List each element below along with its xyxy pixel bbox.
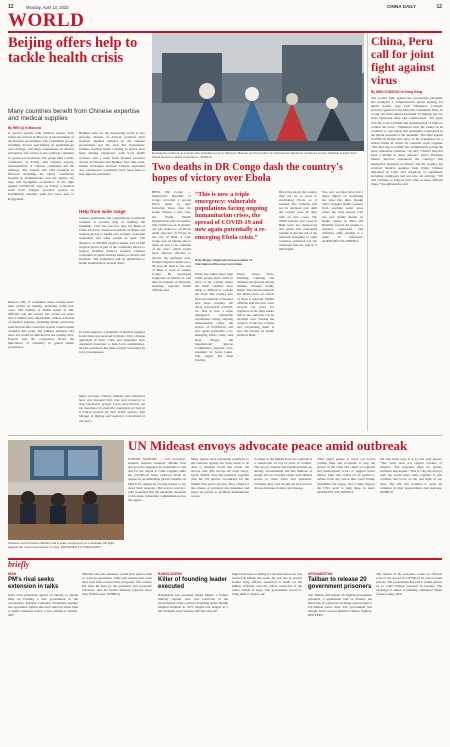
drc-body-col-1: BENI, DR Congo — Democratic Republic of Congo recorded a second Ebola death in days following more than six weeks without a new case, the World Health Organization said on Sunday. The victim was an 11-month-old girl linked to an Ebola death reported on Friday in the city of Beni, it said. Congo was on Sunday due to mark an end to an outbreak of the virus, which would have allowed officials to declare the epidemic over. Friday's reported death was a 26-year-old man in the east of Beni, a town in eastern Congo. He developed symptoms on March 27, and died in hospital on Thursday morning, regional health officials said. xyxy=(152,190,191,293)
peru-photo-caption: Chinese and Peruvian officials hold a video conference to coordinate the fight against the novel coronavirus in Lima. PROVIDED TO CHINA DAILY xyxy=(8,541,114,549)
briefly-rule xyxy=(8,558,442,560)
masthead-logo: CHINA DAILY xyxy=(386,4,416,9)
peru-conference-photo xyxy=(8,440,124,540)
peru-headline: China, Peru call for joint fight against virus xyxy=(371,34,435,87)
beijing-body-col-2d: Many overseas Chinese students and volunteers have also donated their time and resources to help vulnerable groups. Local governments say the donations of protective equipment arrived at a critical moment for their health systems. Pan Mengqi in Beijing and agencies contributed to this story. xyxy=(79,394,145,423)
beijing-body-col-2c: In Latin America, a shipment of medical supplies from China was received in Mexico City. Chinese diplomats in Peru, Chile and Argentina have organized donations to help local communities, and the assistance has been warmly welcomed by local governments. xyxy=(79,330,145,355)
beijing-body-col-2: Beijing's help for the developing world is also growing. Dozens of African countries have received supplies donated by the Chinese government and the Jack Ma Foundation. Chinese medical teams working in Africa have been sharing experience with local health workers, and a team from Sichuan province arrived in Ethiopia and Burkina Faso this week. Online exchanges between Chinese specialists and counterparts worldwide have been held to help fight the pandemic. xyxy=(79,131,145,176)
photo-illustration xyxy=(152,33,364,151)
brief-body-2: Bangladesh has executed Abdul Majed, a former military captain, who was convicted of the assassination of the country's founding leader Sheikh Mujibur Rahman in 1975. Majed was hanged at a jail in Dhaka early Sunday, officials said. AP xyxy=(158,593,228,614)
page-number-right: 12 xyxy=(436,4,442,10)
brief-headline-1: PM's rival seeks extension in talks xyxy=(8,577,59,590)
un-body-col-4: Their urged parties to reach out across conflict lines and cooperate to stop the spread of the virus and called on regional and international actors to support peace efforts. They also called on all parties to refrain from any action that could further destabilize the region, and to fully support the UN's work to help those in need. AGENCIES VIA XINHUA xyxy=(317,457,375,494)
section-title: WORLD xyxy=(8,10,85,31)
un-headline: UN Mideast envoys advocate peace amid outbreak xyxy=(128,438,408,453)
drc-body-col-5: Two new vaccines have had a major impact on containing the virus this time, though critics stopped health workers from reaching some areas where the virus spread. Late last year deadly attacks on health centers in Beni and Butembo forced aid groups to suspend operations and withdraw staff, leading to a spike in infections. AGENCIES VIA XINHUA xyxy=(322,190,363,244)
brief-headline-3: Taliban to release 20 government prisoners xyxy=(308,577,372,590)
brief-body-1b: Officials said the extension would give parties time to reach an agreement. Talks will resume next week after both sides reviewed the proposals. The country has been hit hard by the pandemic and economic sanctions, and the health ministry reported more than 70,000 cases. XINHUA xyxy=(82,572,152,597)
beijing-body-col-1b: Russia's tally of confirmed cases reached more than 13,500 on Sunday, including 2,186 new cases. The number of deaths stands at 106. Officials said the country has carried out more than 1 million tests. Meanwhile, China's donation of medical supplies, including masks, protective suits and test kits, arrived in several Central Asian countries this week. The Chinese embassy said more aid would be delivered in the coming days. Experts said the cooperation shows the importance of solidarity in global health governance. xyxy=(8,300,74,350)
brief-body-3: The Taliban will release 20 Afghan government prisoners, a spokesman said on Sunday, the latest step in a prisoner exchange agreed under a US-Taliban peace deal. The government had already freed several hundred Taliban fighters. REUTERS xyxy=(308,593,372,618)
beijing-subhead: Help from wide range xyxy=(79,209,126,214)
moscow-photo-caption: Emergency workers at a temporary hospital set up in Moscow, Russia, as the number of coronavirus infections continues to rise. Medical experts from China arrived to share experience. XINHUA xyxy=(152,151,357,159)
brief-headline-2: Killer of founding leader executed xyxy=(158,577,228,590)
moscow-hospital-photo xyxy=(152,33,364,151)
peru-byline: By WEN ZONGDUO in Hong Kong xyxy=(371,90,423,94)
drc-body-col-2: Ebola has killed more than 2,260 people since 2018 in areas of the country where the tribal conflicts have made it difficult to contain the virus. The country also faces an outbreak of measles and, more recently, the novel coronavirus COVID-19. This is now a triple emergency: vulnerable populations facing ongoing humanitarian crises, the spread of COVID-19 and now again potentially a re-emerging Ebola crisis, said Kate Moger, the International Rescue Committee's regional vice-president for Great Lakes. The region has been bracing. xyxy=(195,272,233,362)
brief-body-3b: The release of the prisoners comes as officials warn of the spread of COVID-19 in overcrowded prisons. The government has said it would release up to 1,500 Taliban prisoners in batches. The exchange is aimed at building confidence ahead of peace talks. AFP xyxy=(376,572,442,597)
beijing-headline: Beijing offers help to tackle health crisis xyxy=(8,35,138,66)
un-body-col-2: Many parties have responded positively to the Guterres appeal, but more needs to be done to translate words into action, the envoys said. The envoys are from Libya, Syria, Yemen, Iraq and Lebanon, together with the UN special coordinator for the Middle East peace process. They called for the release of prisoners and detainees and urged all parties to facilitate humanitarian access. xyxy=(191,457,249,498)
drc-body-col-3: Ebola causes fever, bleeding, vomiting and diarrhea and spreads among humans through bodily fluids. The current outbreak has killed about two thirds of those it infected. Health officials said the new cases showed the need for vigilance in the final weeks before the outbreak can be declared over. Tracing the contacts of the two victims and vaccinating them is now the priority for health teams in Beni. xyxy=(237,272,274,338)
drc-body-col-4: But it has shown the country may not be as close to eradicating Ebola as it seemed. The outbreak will not be declared over until the country goes 42 days with no new cases. The WHO said the new cases in Beni were not unexpected and teams had responded rapidly. It said the risk of the outbreak spreading to other countries remained low but cautioned that the region is still fragile. xyxy=(279,190,317,252)
brief-kicker-2: BANGLADESH xyxy=(158,572,182,576)
brief-body-2b: Majed had been in hiding for decades before he was arrested in Dhaka last week. He was one of several former army officers sentenced to death for the killing. Officials said the others convicted of the crime remain at large. The government vowed to bring them to justice. AP xyxy=(232,572,302,597)
un-body-col-3: To many in the Middle East, the outbreak is a catastrophe on top of years of conflict. The envoys warned that health systems are already overwhelmed and that millions of people live in crowded camps with limited access to clean water and sanitation. Civilians, they said, should not be forced to choose between violence and disease. xyxy=(254,457,312,490)
peru-body: The world's fight against the coronavirus pandemic has prompted a comprehensive global strategy for public health, says Luis Villanueva Carbajal, secretary-general of the Peruvian Communist Party. In a long call with Chinese President Xi Jinping, the two sides expressed unity and collaboration. “We agree with the correct attitude and determination of China to combat the virus,” Villanueva said. He called on all countries to join hands and strengthen cooperation in the global response to the pandemic. The fight against COVID-19 should also serve as the foundation for a shared future in which all countries work together. “The first step is to fulfil our commitments to help the most vulnerable countries,” he said. “China's help has been a lifeline to many nations.” Peru's President Martin Vizcarra announced the country's first emergency measures in March, and the country has received medical supplies from China. Chinese diplomats in Lima said donations of equipment, including ventilators and test kits, are arriving. “We will continue to support each other in these difficult times,” the ambassador said. xyxy=(371,96,443,186)
column-divider xyxy=(367,33,368,431)
beijing-byline: By REN QI in Moscow xyxy=(8,126,42,130)
drc-headline: Two deaths in DR Congo dash the country's hopes of victory over Ebola xyxy=(152,162,343,184)
drc-pull-quote: “This is now a triple emergency: vulnerable populations facing ongoing humanitarian crises, the spread of COVID-19 and now again potentially a re-emerging Ebola crisis.” xyxy=(195,191,268,241)
beijing-deck: Many countries benefit from Chinese expertise and medical supplies xyxy=(8,108,140,123)
conference-illustration xyxy=(8,440,124,540)
beijing-body-col-1: A special session with medical experts from China has arrived in Moscow at the invitation of the Russian government. The 10-member group, including doctors specializing in epidemiology and virology, will share experiences on disease prevention and control as the outbreak continues to spread across Russia. The group held a video conference on Friday with Chinese experts, representatives of Chinese companies and the embassy. The experts will visit hospitals in Moscow, including the newly constructed hospital in Kommunarka, and the experts say they will strengthen cooperation in the fight against COVID-19. Also on Friday a medical team from Jiangsu province arrived in Kazakhstan. Another team has been sent to Kyrgyzstan. xyxy=(8,131,74,201)
brief-body-1: Iran's rival politicians agreed on Sunday to extend talks on forming a new government as the coronavirus outbreak continues. Parliament speaker and opposition figures met and called for more time to build consensus before a new cabinet is formed. AFP xyxy=(8,593,78,618)
briefly-label: briefly xyxy=(8,560,30,569)
beijing-body-col-2b: Chinese individuals and organizations worldwide continue to provide help in fighting the pandemic. Over the past few days the Bank of China USA has donated thousands of masks and surgical gloves to health care workers, front-line responders and other people in need. The donation of 250,000 surgical masks and 12,000 surgical gloves is part of the continuing efforts to support frontline medical workers. Chinese companies in Japan donated masks to schools and hospitals. The equipment will be distributed to health institutions in several cities. xyxy=(79,216,145,266)
issue-date: Monday, April 13, 2020 xyxy=(26,4,69,10)
page-number: 12 xyxy=(8,4,14,10)
un-body-col-5: We said these days it is not the only lesson: “The virus does not respect borders or religion. The response must be global, inclusive and urgent.” This is why, the envoys said, the world must come together to end conflicts and focus on the real fight of our lives. The UN will continue to assist all countries in their preparedness and response. XINHUA xyxy=(380,457,442,494)
story-divider xyxy=(8,435,442,436)
brief-kicker-3: AFGHANISTAN xyxy=(308,572,333,576)
un-body-col-1: UNITED NATIONS — UN Secretary-General Antonio Guterres' Middle East envoys have appealed for hostilities to end and for the region to come together amid the COVID-19 crisis. Guterres made an appeal for an immediate global ceasefire on March 23, urging all warring parties to lay down their weapons. The envoys said in a joint statement that the pandemic threatens to devastate vulnerable communities across the region. xyxy=(128,457,186,502)
brief-kicker-1: IRAN xyxy=(8,572,17,576)
drc-quote-attribution: Kate Moger, Regional vice-president of International Rescue Committee xyxy=(195,258,253,266)
